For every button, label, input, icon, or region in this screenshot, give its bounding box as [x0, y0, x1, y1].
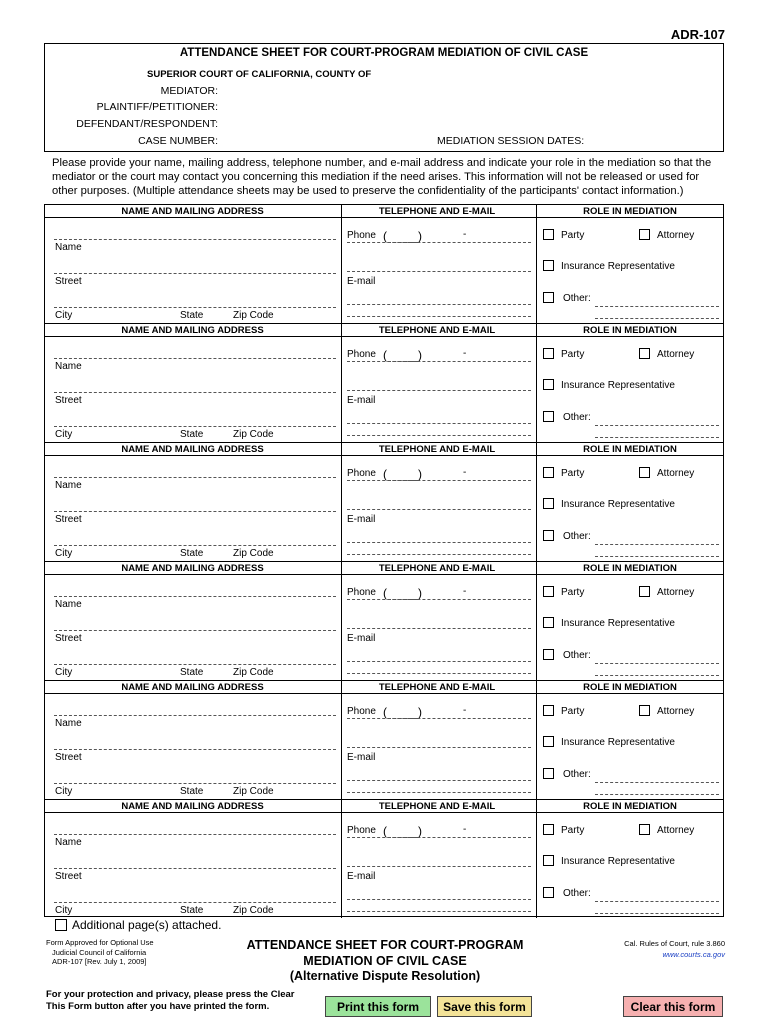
attendee-block [45, 680, 723, 799]
phone-paren-open: ( [383, 586, 387, 600]
phone-field[interactable] [347, 361, 531, 362]
case-number-label: CASE NUMBER: [138, 135, 218, 147]
role-header: ROLE IN MEDIATION [583, 325, 677, 336]
party-checkbox[interactable] [543, 705, 554, 716]
name-address-header: NAME AND MAILING ADDRESS [121, 325, 264, 336]
attorney-label: Attorney [657, 825, 695, 836]
column-header-row [45, 799, 723, 813]
privacy-line1: For your protection and privacy, please press the Clear [46, 989, 295, 1000]
party-label: Party [561, 230, 585, 241]
phone-extra-line[interactable] [347, 747, 531, 748]
zip-label: Zip Code [233, 429, 274, 440]
role-header: ROLE IN MEDIATION [583, 206, 677, 217]
council-line: Judicial Council of California [52, 947, 147, 957]
street-label: Street [55, 514, 82, 525]
city-state-zip-field[interactable] [54, 902, 336, 903]
city-label: City [55, 905, 73, 916]
email-label: E-mail [347, 871, 376, 882]
name-address-header: NAME AND MAILING ADDRESS [121, 563, 264, 574]
insurance-rep-label: Insurance Representative [561, 618, 675, 629]
name-field[interactable] [54, 834, 336, 835]
name-field[interactable] [54, 596, 336, 597]
attorney-checkbox[interactable] [639, 467, 650, 478]
other-checkbox[interactable] [543, 411, 554, 422]
email-field[interactable] [347, 304, 531, 305]
name-address-header: NAME AND MAILING ADDRESS [121, 682, 264, 693]
phone-hyphen: - [463, 348, 467, 359]
other-extra-line[interactable] [595, 675, 719, 676]
other-checkbox[interactable] [543, 887, 554, 898]
street-field[interactable] [54, 630, 336, 631]
court-line: SUPERIOR COURT OF CALIFORNIA, COUNTY OF [147, 69, 372, 80]
phone-extra-line[interactable] [347, 866, 531, 867]
insurance-rep-checkbox[interactable] [543, 498, 554, 509]
other-checkbox[interactable] [543, 292, 554, 303]
city-label: City [55, 548, 73, 559]
phone-paren-open: ( [383, 229, 387, 243]
city-state-zip-field[interactable] [54, 426, 336, 427]
session-dates-label: MEDIATION SESSION DATES: [437, 135, 585, 147]
city-state-zip-field[interactable] [54, 664, 336, 665]
attorney-label: Attorney [657, 706, 695, 717]
defendant-label: DEFENDANT/RESPONDENT: [76, 118, 218, 130]
name-field[interactable] [54, 715, 336, 716]
email-extra-line[interactable] [347, 435, 531, 436]
other-label: Other: [563, 293, 591, 304]
role-header: ROLE IN MEDIATION [583, 444, 677, 455]
phone-label: Phone [347, 468, 376, 479]
state-label: State [180, 905, 204, 916]
phone-extra-line[interactable] [347, 390, 531, 391]
party-label: Party [561, 587, 585, 598]
insurance-rep-checkbox[interactable] [543, 736, 554, 747]
street-label: Street [55, 633, 82, 644]
clear-button[interactable]: Clear this form [623, 996, 723, 1017]
role-header: ROLE IN MEDIATION [583, 563, 677, 574]
street-field[interactable] [54, 273, 336, 274]
other-checkbox[interactable] [543, 649, 554, 660]
mediator-label: MEDIATOR: [160, 85, 218, 97]
telephone-email-header: TELEPHONE AND E-MAIL [378, 206, 496, 217]
column-divider [341, 442, 342, 561]
other-label: Other: [563, 412, 591, 423]
street-field[interactable] [54, 868, 336, 869]
footer-title [230, 938, 540, 985]
revision-line: ADR-107 [Rev. July 1, 2009] [52, 957, 147, 966]
party-label: Party [561, 825, 585, 836]
insurance-rep-checkbox[interactable] [543, 617, 554, 628]
city-label: City [55, 786, 73, 797]
other-label: Other: [563, 531, 591, 542]
telephone-email-header: TELEPHONE AND E-MAIL [378, 325, 496, 336]
column-divider [341, 680, 342, 799]
attendee-block [45, 799, 723, 918]
phone-hyphen: - [463, 229, 467, 240]
column-header-row [45, 561, 723, 575]
column-header-row [45, 204, 723, 218]
column-divider [536, 680, 537, 799]
zip-label: Zip Code [233, 667, 274, 678]
phone-paren-close: ) [418, 586, 422, 600]
street-label: Street [55, 395, 82, 406]
other-field[interactable] [595, 901, 719, 902]
phone-field[interactable] [347, 242, 531, 243]
attorney-label: Attorney [657, 587, 695, 598]
attendee-block [45, 442, 723, 561]
name-label: Name [55, 361, 82, 372]
phone-paren-close: ) [418, 467, 422, 481]
attorney-checkbox[interactable] [639, 586, 650, 597]
column-divider [536, 561, 537, 680]
other-extra-line[interactable] [595, 913, 719, 914]
phone-label: Phone [347, 230, 376, 241]
insurance-rep-label: Insurance Representative [561, 380, 675, 391]
phone-hyphen: - [463, 705, 467, 716]
column-divider [341, 799, 342, 918]
insurance-rep-checkbox[interactable] [543, 855, 554, 866]
email-label: E-mail [347, 514, 376, 525]
footer-title-line2: MEDIATION OF CIVIL CASE [303, 953, 467, 968]
form-approval-info [46, 938, 154, 967]
email-extra-line[interactable] [347, 792, 531, 793]
phone-label: Phone [347, 706, 376, 717]
street-label: Street [55, 871, 82, 882]
other-field[interactable] [595, 306, 719, 307]
email-extra-line[interactable] [347, 911, 531, 912]
party-checkbox[interactable] [543, 229, 554, 240]
attorney-checkbox[interactable] [639, 348, 650, 359]
street-label: Street [55, 752, 82, 763]
phone-field[interactable] [347, 718, 531, 719]
column-divider [536, 323, 537, 442]
phone-extra-line[interactable] [347, 628, 531, 629]
city-state-zip-field[interactable] [54, 783, 336, 784]
email-field[interactable] [347, 780, 531, 781]
phone-paren-open: ( [383, 348, 387, 362]
zip-label: Zip Code [233, 548, 274, 559]
phone-paren-open: ( [383, 467, 387, 481]
save-button[interactable]: Save this form [437, 996, 532, 1017]
name-address-header: NAME AND MAILING ADDRESS [121, 801, 264, 812]
street-label: Street [55, 276, 82, 287]
other-extra-line[interactable] [595, 437, 719, 438]
name-address-header: NAME AND MAILING ADDRESS [121, 444, 264, 455]
phone-paren-close: ) [418, 229, 422, 243]
name-label: Name [55, 837, 82, 848]
privacy-notice [46, 989, 294, 1013]
name-field[interactable] [54, 477, 336, 478]
state-label: State [180, 667, 204, 678]
attendee-block [45, 323, 723, 442]
city-state-zip-field[interactable] [54, 545, 336, 546]
phone-extra-line[interactable] [347, 509, 531, 510]
zip-label: Zip Code [233, 786, 274, 797]
party-checkbox[interactable] [543, 467, 554, 478]
other-label: Other: [563, 769, 591, 780]
phone-field[interactable] [347, 480, 531, 481]
email-extra-line[interactable] [347, 554, 531, 555]
name-label: Name [55, 480, 82, 491]
additional-pages-label: Additional page(s) attached. [72, 918, 222, 932]
name-field[interactable] [54, 358, 336, 359]
column-header-row [45, 680, 723, 694]
phone-label: Phone [347, 587, 376, 598]
party-checkbox[interactable] [543, 824, 554, 835]
insurance-rep-label: Insurance Representative [561, 737, 675, 748]
zip-label: Zip Code [233, 310, 274, 321]
print-button[interactable]: Print this form [325, 996, 431, 1017]
name-address-header: NAME AND MAILING ADDRESS [121, 206, 264, 217]
attorney-checkbox[interactable] [639, 229, 650, 240]
name-label: Name [55, 242, 82, 253]
telephone-email-header: TELEPHONE AND E-MAIL [378, 682, 496, 693]
phone-paren-close: ) [418, 348, 422, 362]
phone-field[interactable] [347, 837, 531, 838]
name-label: Name [55, 718, 82, 729]
email-label: E-mail [347, 276, 376, 287]
phone-label: Phone [347, 825, 376, 836]
name-field[interactable] [54, 239, 336, 240]
attorney-label: Attorney [657, 349, 695, 360]
column-divider [536, 204, 537, 323]
attorney-label: Attorney [657, 468, 695, 479]
other-label: Other: [563, 888, 591, 899]
phone-hyphen: - [463, 586, 467, 597]
footer-title-line1: ATTENDANCE SHEET FOR COURT-PROGRAM [246, 938, 524, 952]
state-label: State [180, 429, 204, 440]
insurance-rep-label: Insurance Representative [561, 856, 675, 867]
attorney-checkbox[interactable] [639, 705, 650, 716]
street-field[interactable] [54, 511, 336, 512]
courts-link[interactable]: www.courts.ca.gov [662, 950, 725, 959]
street-field[interactable] [54, 392, 336, 393]
party-label: Party [561, 468, 585, 479]
insurance-rep-label: Insurance Representative [561, 261, 675, 272]
phone-paren-open: ( [383, 824, 387, 838]
column-divider [341, 323, 342, 442]
state-label: State [180, 310, 204, 321]
telephone-email-header: TELEPHONE AND E-MAIL [378, 801, 496, 812]
email-label: E-mail [347, 633, 376, 644]
other-field[interactable] [595, 425, 719, 426]
other-label: Other: [563, 650, 591, 661]
other-checkbox[interactable] [543, 768, 554, 779]
email-field[interactable] [347, 661, 531, 662]
phone-label: Phone [347, 349, 376, 360]
city-state-zip-field[interactable] [54, 307, 336, 308]
column-divider [341, 561, 342, 680]
attendee-table [44, 204, 724, 917]
email-label: E-mail [347, 752, 376, 763]
other-field[interactable] [595, 544, 719, 545]
phone-paren-open: ( [383, 705, 387, 719]
zip-label: Zip Code [233, 905, 274, 916]
attorney-label: Attorney [657, 230, 695, 241]
column-divider [341, 204, 342, 323]
email-extra-line[interactable] [347, 673, 531, 674]
email-label: E-mail [347, 395, 376, 406]
phone-paren-close: ) [418, 824, 422, 838]
additional-pages-checkbox[interactable] [55, 919, 67, 931]
other-field[interactable] [595, 663, 719, 664]
column-divider [536, 799, 537, 918]
form-title: ATTENDANCE SHEET FOR COURT-PROGRAM MEDIATION OF CIVIL CASE [179, 47, 589, 59]
rule-line: Cal. Rules of Court, rule 3.860 [624, 939, 725, 948]
party-checkbox[interactable] [543, 586, 554, 597]
instructions-paragraph: Please provide your name, mailing address, telephone number, and e-mail address and indicate your role in the mediation so that the mediator or the court may contact you concerning this mediation if the need arises. This information will not be released or used for other purposes. (Multiple attendance sheets may be used to preserve the confidentiality of the participants' contact information.) [52, 157, 712, 197]
phone-hyphen: - [463, 824, 467, 835]
attorney-checkbox[interactable] [639, 824, 650, 835]
email-field[interactable] [347, 542, 531, 543]
party-label: Party [561, 706, 585, 717]
state-label: State [180, 786, 204, 797]
phone-hyphen: - [463, 467, 467, 478]
phone-extra-line[interactable] [347, 271, 531, 272]
email-extra-line[interactable] [347, 316, 531, 317]
party-label: Party [561, 349, 585, 360]
party-checkbox[interactable] [543, 348, 554, 359]
phone-field[interactable] [347, 599, 531, 600]
insurance-rep-label: Insurance Representative [561, 499, 675, 510]
name-label: Name [55, 599, 82, 610]
form-number: ADR-107 [670, 27, 725, 42]
other-extra-line[interactable] [595, 556, 719, 557]
approval-line: Form Approved for Optional Use [46, 938, 154, 947]
other-field[interactable] [595, 782, 719, 783]
other-extra-line[interactable] [595, 794, 719, 795]
state-label: State [180, 548, 204, 559]
role-header: ROLE IN MEDIATION [583, 682, 677, 693]
city-label: City [55, 310, 73, 321]
email-field[interactable] [347, 899, 531, 900]
other-checkbox[interactable] [543, 530, 554, 541]
other-extra-line[interactable] [595, 318, 719, 319]
city-label: City [55, 667, 73, 678]
privacy-line2: This Form button after you have printed the form. [46, 1001, 270, 1012]
insurance-rep-checkbox[interactable] [543, 379, 554, 390]
telephone-email-header: TELEPHONE AND E-MAIL [378, 444, 496, 455]
column-divider [536, 442, 537, 561]
column-header-row [45, 442, 723, 456]
attendee-block [45, 204, 723, 323]
role-header: ROLE IN MEDIATION [583, 801, 677, 812]
plaintiff-label: PLAINTIFF/PETITIONER: [96, 101, 218, 113]
email-field[interactable] [347, 423, 531, 424]
footer-title-line3: (Alternative Dispute Resolution) [289, 969, 481, 983]
street-field[interactable] [54, 749, 336, 750]
phone-paren-close: ) [418, 705, 422, 719]
attendee-block [45, 561, 723, 680]
column-header-row [45, 323, 723, 337]
insurance-rep-checkbox[interactable] [543, 260, 554, 271]
telephone-email-header: TELEPHONE AND E-MAIL [378, 563, 496, 574]
city-label: City [55, 429, 73, 440]
rule-citation [560, 938, 725, 960]
